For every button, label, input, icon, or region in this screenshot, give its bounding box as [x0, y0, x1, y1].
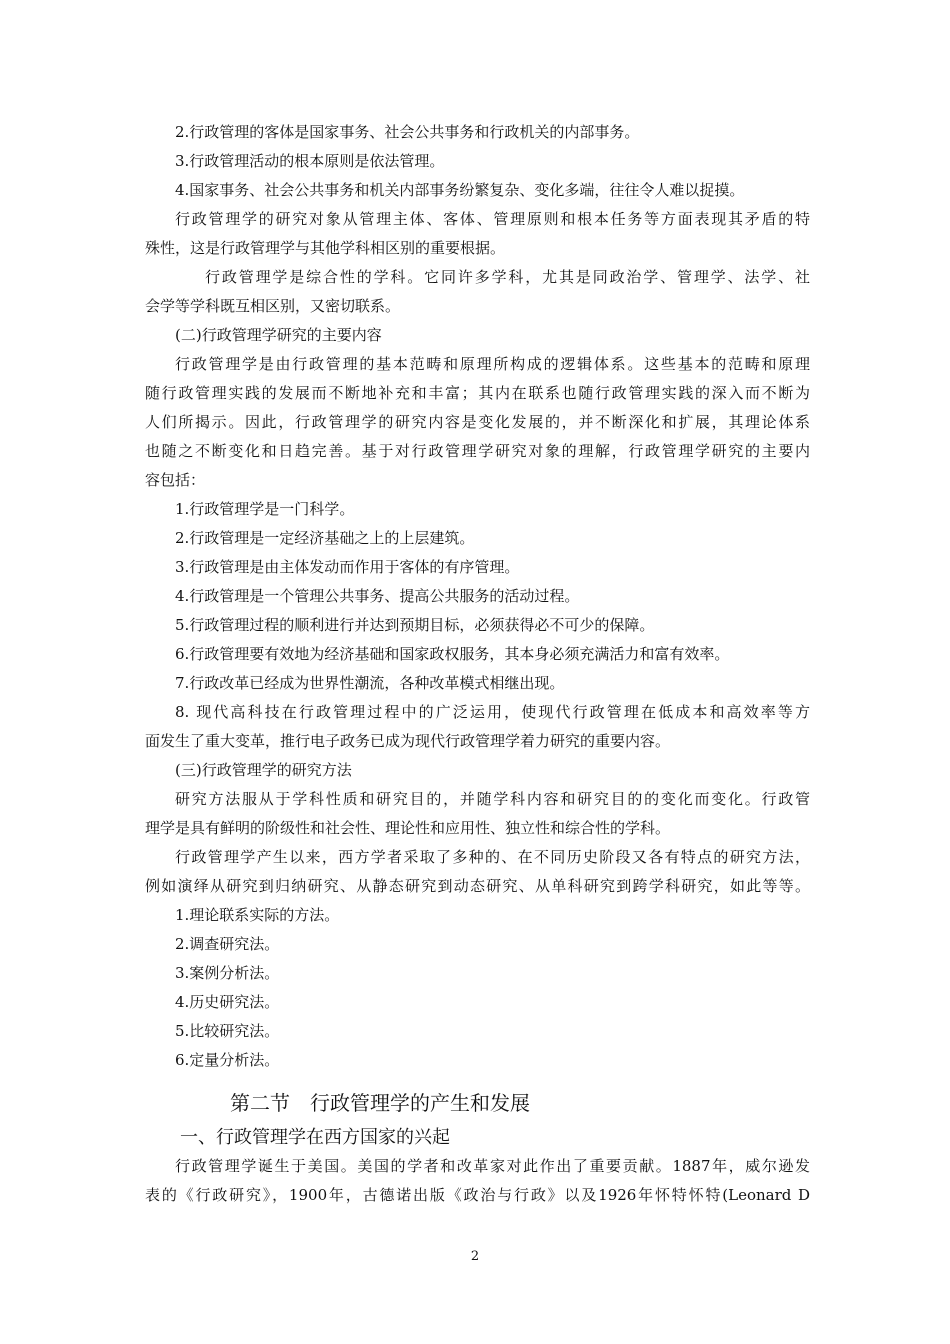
paragraph-line: 行政管理学产生以来，西方学者采取了多种的、在不同历史阶段又各有特点的研究方法， — [175, 848, 810, 866]
list-item: 6.行政管理要有效地为经济基础和国家政权服务，其本身必须充满活力和富有效率。 — [175, 645, 730, 663]
list-item: 5.行政管理过程的顺利进行并达到预期目标，必须获得必不可少的保障。 — [175, 616, 655, 634]
list-item: 3.行政管理是由主体发动而作用于客体的有序管理。 — [175, 558, 520, 576]
paragraph-line: 表的《行政研究》，1900年，古德诺出版《政治与行政》以及1926年怀特怀特(Leonard D — [145, 1186, 810, 1204]
closing-paragraph — [145, 1152, 810, 1210]
paragraph-line: 随行政管理实践的发展而不断地补充和丰富；其内在联系也随行政管理实践的深入而不断为 — [145, 384, 810, 402]
paragraph-line: 行政管理学是由行政管理的基本范畴和原理所构成的逻辑体系。这些基本的范畴和原理 — [175, 355, 810, 373]
paragraph-line: 研究方法服从于学科性质和研究目的，并随学科内容和研究目的的变化而变化。行政管 — [175, 790, 810, 808]
subsection-title: 一、行政管理学在西方国家的兴起 — [180, 1127, 450, 1148]
section-title: 第二节 行政管理学的产生和发展 — [230, 1091, 530, 1115]
body-text — [145, 118, 810, 1075]
list-item: 6.定量分析法。 — [175, 1051, 280, 1069]
paragraph-line: 3.行政管理活动的根本原则是依法管理。 — [175, 152, 445, 170]
list-item: 4.历史研究法。 — [175, 993, 280, 1011]
list-item: 2.调查研究法。 — [175, 935, 280, 953]
list-item-continuation: 面发生了重大变革，推行电子政务已成为现代行政管理学着力研究的重要内容。 — [145, 732, 671, 750]
heading-research-methods: (三)行政管理学的研究方法 — [175, 761, 352, 779]
paragraph-line: 人们所揭示。因此，行政管理学的研究内容是变化发展的，并不断深化和扩展，其理论体系 — [145, 413, 810, 431]
list-item: 7.行政改革已经成为世界性潮流，各种改革模式相继出现。 — [175, 674, 565, 692]
paragraph-line: 4.国家事务、社会公共事务和机关内部事务纷繁复杂、变化多端，往往令人难以捉摸。 — [175, 181, 745, 199]
paragraph-line: 例如演绎从研究到归纳研究、从静态研究到动态研究、从单科研究到跨学科研究，如此等等。 — [145, 877, 810, 895]
paragraph-line: 理学是具有鲜明的阶级性和社会性、理论性和应用性、独立性和综合性的学科。 — [145, 819, 671, 837]
list-item: 1.行政管理学是一门科学。 — [175, 500, 355, 518]
list-item: 1.理论联系实际的方法。 — [175, 906, 340, 924]
list-item: 8. 现代高科技在行政管理过程中的广泛运用，使现代行政管理在低成本和高效率等方 — [175, 703, 810, 721]
paragraph-line: 行政管理学是综合性的学科。它同许多学科，尤其是同政治学、管理学、法学、社 — [205, 268, 810, 286]
paragraph-line: 行政管理学的研究对象从管理主体、客体、管理原则和根本任务等方面表现其矛盾的特 — [175, 210, 810, 228]
page-number: 2 — [470, 1249, 480, 1264]
paragraph-line: 也随之不断变化和日趋完善。基于对行政管理学研究对象的理解，行政管理学研究的主要内 — [145, 442, 810, 460]
list-item: 3.案例分析法。 — [175, 964, 280, 982]
paragraph-line: 2.行政管理的客体是国家事务、社会公共事务和行政机关的内部事务。 — [175, 123, 640, 141]
paragraph-line: 行政管理学诞生于美国。美国的学者和改革家对此作出了重要贡献。1887年，威尔逊发 — [175, 1157, 810, 1175]
paragraph-line: 殊性，这是行政管理学与其他学科相区别的重要根据。 — [145, 239, 506, 257]
paragraph-line: 会学等学科既互相区别，又密切联系。 — [145, 297, 401, 315]
heading-research-content: (二)行政管理学研究的主要内容 — [175, 326, 382, 344]
list-item: 2.行政管理是一定经济基础之上的上层建筑。 — [175, 529, 475, 547]
list-item: 4.行政管理是一个管理公共事务、提高公共服务的活动过程。 — [175, 587, 580, 605]
list-item: 5.比较研究法。 — [175, 1022, 280, 1040]
paragraph-line: 容包括： — [145, 471, 206, 489]
